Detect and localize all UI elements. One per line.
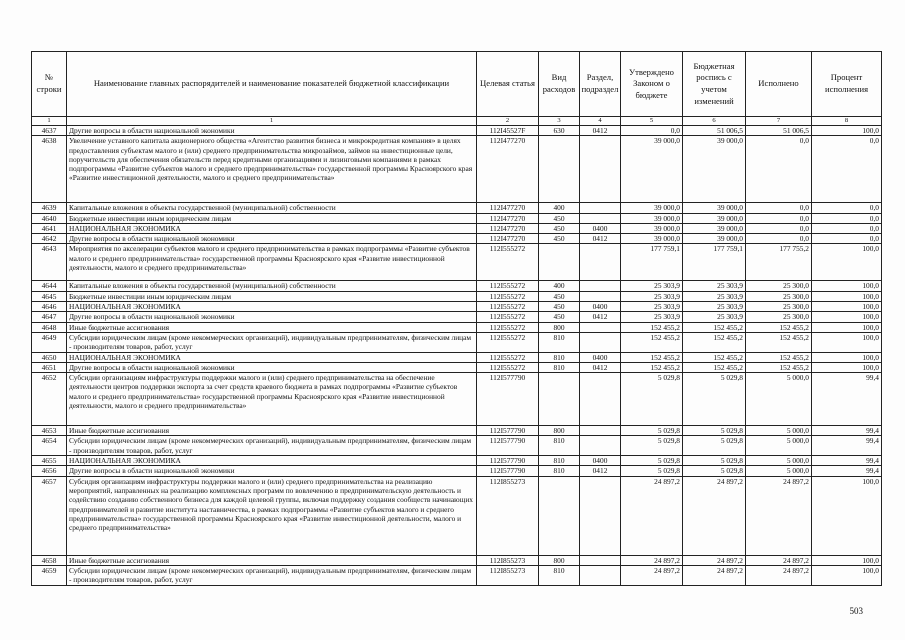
executed-amount: 24 897,2 xyxy=(746,555,812,565)
target-article: 112I477270 xyxy=(477,136,539,203)
section-code xyxy=(580,565,621,585)
approved-amount: 152 455,2 xyxy=(621,332,683,352)
section-code: 0400 xyxy=(580,456,621,466)
column-number: 3 xyxy=(539,117,580,126)
target-article: 112I555272 xyxy=(477,352,539,362)
section-code xyxy=(580,136,621,203)
executed-amount: 25 300,0 xyxy=(746,291,812,301)
percent-executed: 100,0 xyxy=(812,302,882,312)
percent-executed: 99,4 xyxy=(812,436,882,456)
column-number: 6 xyxy=(683,117,746,126)
section-code xyxy=(580,291,621,301)
schedule-amount: 25 303,9 xyxy=(683,302,746,312)
executed-amount: 152 455,2 xyxy=(746,332,812,352)
percent-executed: 100,0 xyxy=(812,352,882,362)
header-percent: Процент исполнения xyxy=(812,52,882,117)
schedule-amount: 39 000,0 xyxy=(683,136,746,203)
schedule-amount: 24 897,2 xyxy=(683,555,746,565)
target-article: 112I577790 xyxy=(477,436,539,456)
table-row xyxy=(32,565,882,585)
header-name: Наименование главных распорядителей и наименование показателей бюджетной классификации xyxy=(67,52,477,117)
row-name: Иные бюджетные ассигнования xyxy=(67,322,477,332)
target-article: 112I555272 xyxy=(477,332,539,352)
row-number: 4640 xyxy=(32,213,67,223)
row-number: 4654 xyxy=(32,436,67,456)
table-row xyxy=(32,291,882,301)
expense-type: 400 xyxy=(539,281,580,291)
approved-amount: 39 000,0 xyxy=(621,223,683,233)
section-code xyxy=(580,476,621,555)
percent-executed: 0,0 xyxy=(812,203,882,213)
section-code: 0412 xyxy=(580,234,621,244)
header-target-article: Целевая статья xyxy=(477,52,539,117)
column-number: 1 xyxy=(32,117,67,126)
approved-amount: 5 029,8 xyxy=(621,426,683,436)
percent-executed: 0,0 xyxy=(812,223,882,233)
section-code xyxy=(580,436,621,456)
table-row xyxy=(32,302,882,312)
schedule-amount: 152 455,2 xyxy=(683,352,746,362)
target-article: 112I855273 xyxy=(477,555,539,565)
expense-type: 810 xyxy=(539,466,580,476)
target-article: 112I577790 xyxy=(477,466,539,476)
target-article: 112I555272 xyxy=(477,302,539,312)
percent-executed: 99,4 xyxy=(812,466,882,476)
row-number: 4639 xyxy=(32,203,67,213)
executed-amount: 177 755,2 xyxy=(746,244,812,281)
expense-type: 450 xyxy=(539,234,580,244)
percent-executed: 100,0 xyxy=(812,555,882,565)
header-approved: Утверждено Законом о бюджете xyxy=(621,52,683,117)
executed-amount: 51 006,5 xyxy=(746,126,812,136)
expense-type: 810 xyxy=(539,436,580,456)
table-row xyxy=(32,332,882,352)
table-row xyxy=(32,136,882,203)
schedule-amount: 25 303,9 xyxy=(683,291,746,301)
row-number: 4649 xyxy=(32,332,67,352)
target-article: 112I45527F xyxy=(477,126,539,136)
schedule-amount: 39 000,0 xyxy=(683,213,746,223)
row-name: Субсидии юридическим лицам (кроме некоммерческих организаций), индивидуальным предпринимателям, физическим лицам - производителям товаров, работ, услуг xyxy=(67,565,477,585)
row-number: 4647 xyxy=(32,312,67,322)
target-article: 112I555272 xyxy=(477,312,539,322)
executed-amount: 0,0 xyxy=(746,213,812,223)
executed-amount: 5 000,0 xyxy=(746,466,812,476)
row-name: НАЦИОНАЛЬНАЯ ЭКОНОМИКА xyxy=(67,223,477,233)
table-row xyxy=(32,373,882,426)
table-row xyxy=(32,555,882,565)
approved-amount: 24 897,2 xyxy=(621,555,683,565)
executed-amount: 24 897,2 xyxy=(746,476,812,555)
schedule-amount: 51 006,5 xyxy=(683,126,746,136)
column-number-row xyxy=(32,117,882,126)
table-row xyxy=(32,466,882,476)
approved-amount: 24 897,2 xyxy=(621,565,683,585)
row-number: 4641 xyxy=(32,223,67,233)
executed-amount: 5 000,0 xyxy=(746,436,812,456)
table-row xyxy=(32,213,882,223)
target-article: 112I577790 xyxy=(477,426,539,436)
schedule-amount: 5 029,8 xyxy=(683,456,746,466)
approved-amount: 24 897,2 xyxy=(621,476,683,555)
percent-executed: 100,0 xyxy=(812,476,882,555)
section-code xyxy=(580,332,621,352)
header-budget-schedule: Бюджетная роспись с учетом изменений xyxy=(683,52,746,117)
row-number: 4657 xyxy=(32,476,67,555)
executed-amount: 25 300,0 xyxy=(746,281,812,291)
row-number: 4656 xyxy=(32,466,67,476)
column-number: 8 xyxy=(812,117,882,126)
header-row-number: № строки xyxy=(32,52,67,117)
schedule-amount: 24 897,2 xyxy=(683,565,746,585)
row-name: Субсидия организациям инфраструктуры поддержки малого и (или) среднего предпринимательства на реализацию мероприятий, направленных на реализацию комплексных программ по вовлечению в предпринимательскую деятельность и содействию созданию собственного бизнеса для каждой целевой группы, включая поддержку создания сообществ начинающих предпринимателей и развитие института наставничества, в рамках подпрограммы «Развитие субъектов малого и среднего предпринимательства» государственной программы Красноярского края «Развитие инвестиционной деятельности, малого и среднего предпринимательства» xyxy=(67,476,477,555)
row-name: Увеличение уставного капитала акционерного общества «Агентство развития бизнеса и микрокредитная компания» в целях предоставления субъектам малого и (или) среднего предпринимательства микрозаймов, займов на инвестиционные цели, поручительств для обеспечения обязательств перед кредитными организациями и лизинговыми компаниями в рамках подпрограммы «Развитие субъектов малого и среднего предпринимательства» государственной программы Красноярского края «Развитие инвестиционной деятельности, малого и среднего предпринимательства» xyxy=(67,136,477,203)
target-article: 112I555272 xyxy=(477,291,539,301)
row-number: 4653 xyxy=(32,426,67,436)
section-code xyxy=(580,426,621,436)
header-row xyxy=(32,52,882,117)
section-code xyxy=(580,203,621,213)
expense-type: 810 xyxy=(539,332,580,352)
row-number: 4655 xyxy=(32,456,67,466)
row-name: Субсидии организациям инфраструктуры поддержки малого и (или) среднего предпринимательства на обеспечение деятельности центров поддержки экспорта за счет средств краевого бюджета в рамках подпрограммы «Развитие субъектов малого и среднего предпринимательства» государственной программы Красноярского края «Развитие инвестиционной деятельности, малого и среднего предпринимательства» xyxy=(67,373,477,426)
row-number: 4658 xyxy=(32,555,67,565)
expense-type: 810 xyxy=(539,352,580,362)
schedule-amount: 5 029,8 xyxy=(683,436,746,456)
row-number: 4638 xyxy=(32,136,67,203)
percent-executed: 100,0 xyxy=(812,291,882,301)
percent-executed: 100,0 xyxy=(812,322,882,332)
schedule-amount: 5 029,8 xyxy=(683,373,746,426)
approved-amount: 39 000,0 xyxy=(621,213,683,223)
section-code: 0412 xyxy=(580,126,621,136)
schedule-amount: 25 303,9 xyxy=(683,312,746,322)
section-code: 0412 xyxy=(580,466,621,476)
table-row xyxy=(32,203,882,213)
table-row xyxy=(32,476,882,555)
approved-amount: 152 455,2 xyxy=(621,352,683,362)
target-article: 112I855273 xyxy=(477,565,539,585)
schedule-amount: 177 759,1 xyxy=(683,244,746,281)
table-row xyxy=(32,223,882,233)
row-number: 4645 xyxy=(32,291,67,301)
schedule-amount: 39 000,0 xyxy=(683,234,746,244)
row-name: Бюджетные инвестиции иным юридическим лицам xyxy=(67,213,477,223)
executed-amount: 152 455,2 xyxy=(746,362,812,372)
column-number: 7 xyxy=(746,117,812,126)
section-code xyxy=(580,373,621,426)
row-name: Другие вопросы в области национальной экономики xyxy=(67,126,477,136)
target-article: 112I855273 xyxy=(477,476,539,555)
approved-amount: 5 029,8 xyxy=(621,436,683,456)
section-code xyxy=(580,213,621,223)
executed-amount: 0,0 xyxy=(746,234,812,244)
approved-amount: 25 303,9 xyxy=(621,312,683,322)
row-number: 4648 xyxy=(32,322,67,332)
target-article: 112I577790 xyxy=(477,373,539,426)
table-row xyxy=(32,312,882,322)
section-code: 0412 xyxy=(580,362,621,372)
executed-amount: 0,0 xyxy=(746,136,812,203)
row-name: Другие вопросы в области национальной экономики xyxy=(67,362,477,372)
schedule-amount: 152 455,2 xyxy=(683,332,746,352)
expense-type: 450 xyxy=(539,302,580,312)
table-row xyxy=(32,322,882,332)
row-number: 4646 xyxy=(32,302,67,312)
row-name: Другие вопросы в области национальной экономики xyxy=(67,234,477,244)
section-code xyxy=(580,322,621,332)
row-number: 4643 xyxy=(32,244,67,281)
section-code: 0412 xyxy=(580,312,621,322)
section-code: 0400 xyxy=(580,223,621,233)
row-name: НАЦИОНАЛЬНАЯ ЭКОНОМИКА xyxy=(67,456,477,466)
percent-executed: 0,0 xyxy=(812,136,882,203)
header-expense-type: Вид расходов xyxy=(539,52,580,117)
executed-amount: 24 897,2 xyxy=(746,565,812,585)
expense-type: 810 xyxy=(539,362,580,372)
column-number: 1 xyxy=(67,117,477,126)
row-name: Другие вопросы в области национальной экономики xyxy=(67,466,477,476)
row-number: 4651 xyxy=(32,362,67,372)
expense-type: 450 xyxy=(539,213,580,223)
row-name: Бюджетные инвестиции иным юридическим лицам xyxy=(67,291,477,301)
approved-amount: 5 029,8 xyxy=(621,456,683,466)
row-name: Мероприятия по акселерации субъектов малого и среднего предпринимательства в рамках подпрограммы «Развитие субъектов малого и среднего предпринимательства» государственной программы Красноярского края «Развитие инвестиционной деятельности, малого и среднего предпринимательства» xyxy=(67,244,477,281)
section-code xyxy=(580,555,621,565)
percent-executed: 99,4 xyxy=(812,426,882,436)
approved-amount: 5 029,8 xyxy=(621,373,683,426)
row-name: Капитальные вложения в объекты государственной (муниципальной) собственности xyxy=(67,281,477,291)
row-name: Субсидии юридическим лицам (кроме некоммерческих организаций), индивидуальным предпринимателям, физическим лицам - производителям товаров, работ, услуг xyxy=(67,436,477,456)
schedule-amount: 39 000,0 xyxy=(683,223,746,233)
executed-amount: 152 455,2 xyxy=(746,322,812,332)
approved-amount: 0,0 xyxy=(621,126,683,136)
target-article: 112I477270 xyxy=(477,213,539,223)
percent-executed: 100,0 xyxy=(812,281,882,291)
table-row xyxy=(32,426,882,436)
expense-type xyxy=(539,136,580,203)
executed-amount: 25 300,0 xyxy=(746,302,812,312)
budget-table xyxy=(31,51,882,586)
target-article: 112I577790 xyxy=(477,456,539,466)
target-article: 112I555272 xyxy=(477,362,539,372)
schedule-amount: 25 303,9 xyxy=(683,281,746,291)
schedule-amount: 152 455,2 xyxy=(683,362,746,372)
approved-amount: 39 000,0 xyxy=(621,234,683,244)
percent-executed: 99,4 xyxy=(812,373,882,426)
table-row xyxy=(32,126,882,136)
executed-amount: 5 000,0 xyxy=(746,456,812,466)
approved-amount: 152 455,2 xyxy=(621,322,683,332)
column-number: 5 xyxy=(621,117,683,126)
column-number: 4 xyxy=(580,117,621,126)
expense-type: 810 xyxy=(539,565,580,585)
target-article: 112I477270 xyxy=(477,234,539,244)
header-executed: Исполнено xyxy=(746,52,812,117)
table-row xyxy=(32,436,882,456)
approved-amount: 152 455,2 xyxy=(621,362,683,372)
percent-executed: 0,0 xyxy=(812,213,882,223)
percent-executed: 99,4 xyxy=(812,456,882,466)
row-name: НАЦИОНАЛЬНАЯ ЭКОНОМИКА xyxy=(67,352,477,362)
schedule-amount: 24 897,2 xyxy=(683,476,746,555)
table-row xyxy=(32,234,882,244)
schedule-amount: 5 029,8 xyxy=(683,426,746,436)
percent-executed: 100,0 xyxy=(812,565,882,585)
table-row xyxy=(32,281,882,291)
percent-executed: 0,0 xyxy=(812,234,882,244)
executed-amount: 5 000,0 xyxy=(746,426,812,436)
row-name: НАЦИОНАЛЬНАЯ ЭКОНОМИКА xyxy=(67,302,477,312)
expense-type xyxy=(539,373,580,426)
row-number: 4659 xyxy=(32,565,67,585)
approved-amount: 25 303,9 xyxy=(621,302,683,312)
row-name: Иные бюджетные ассигнования xyxy=(67,426,477,436)
executed-amount: 0,0 xyxy=(746,223,812,233)
section-code: 0400 xyxy=(580,352,621,362)
expense-type: 800 xyxy=(539,322,580,332)
expense-type xyxy=(539,244,580,281)
row-number: 4652 xyxy=(32,373,67,426)
table-body xyxy=(32,126,882,586)
percent-executed: 100,0 xyxy=(812,362,882,372)
expense-type: 800 xyxy=(539,555,580,565)
executed-amount: 25 300,0 xyxy=(746,312,812,322)
schedule-amount: 39 000,0 xyxy=(683,203,746,213)
executed-amount: 5 000,0 xyxy=(746,373,812,426)
row-name: Иные бюджетные ассигнования xyxy=(67,555,477,565)
section-code xyxy=(580,281,621,291)
row-number: 4637 xyxy=(32,126,67,136)
schedule-amount: 5 029,8 xyxy=(683,466,746,476)
section-code: 0400 xyxy=(580,302,621,312)
row-number: 4650 xyxy=(32,352,67,362)
table-row xyxy=(32,362,882,372)
row-name: Субсидии юридическим лицам (кроме некоммерческих организаций), индивидуальным предпринимателям, физическим лицам - производителям товаров, работ, услуг xyxy=(67,332,477,352)
expense-type: 800 xyxy=(539,426,580,436)
table-row xyxy=(32,352,882,362)
approved-amount: 25 303,9 xyxy=(621,291,683,301)
column-number: 2 xyxy=(477,117,539,126)
row-number: 4642 xyxy=(32,234,67,244)
expense-type: 450 xyxy=(539,223,580,233)
expense-type: 450 xyxy=(539,312,580,322)
approved-amount: 177 759,1 xyxy=(621,244,683,281)
expense-type: 450 xyxy=(539,291,580,301)
expense-type xyxy=(539,476,580,555)
target-article: 112I477270 xyxy=(477,223,539,233)
page-number: 503 xyxy=(849,606,863,616)
percent-executed: 100,0 xyxy=(812,312,882,322)
target-article: 112I555272 xyxy=(477,244,539,281)
target-article: 112I555272 xyxy=(477,281,539,291)
target-article: 112I555272 xyxy=(477,322,539,332)
approved-amount: 5 029,8 xyxy=(621,466,683,476)
approved-amount: 25 303,9 xyxy=(621,281,683,291)
target-article: 112I477270 xyxy=(477,203,539,213)
row-number: 4644 xyxy=(32,281,67,291)
percent-executed: 100,0 xyxy=(812,332,882,352)
expense-type: 810 xyxy=(539,456,580,466)
approved-amount: 39 000,0 xyxy=(621,203,683,213)
executed-amount: 0,0 xyxy=(746,203,812,213)
percent-executed: 100,0 xyxy=(812,126,882,136)
executed-amount: 152 455,2 xyxy=(746,352,812,362)
percent-executed: 100,0 xyxy=(812,244,882,281)
row-name: Капитальные вложения в объекты государственной (муниципальной) собственности xyxy=(67,203,477,213)
expense-type: 630 xyxy=(539,126,580,136)
section-code xyxy=(580,244,621,281)
row-name: Другие вопросы в области национальной экономики xyxy=(67,312,477,322)
header-section: Раздел, подраздел xyxy=(580,52,621,117)
table-row xyxy=(32,244,882,281)
expense-type: 400 xyxy=(539,203,580,213)
table-row xyxy=(32,456,882,466)
approved-amount: 39 000,0 xyxy=(621,136,683,203)
schedule-amount: 152 455,2 xyxy=(683,322,746,332)
